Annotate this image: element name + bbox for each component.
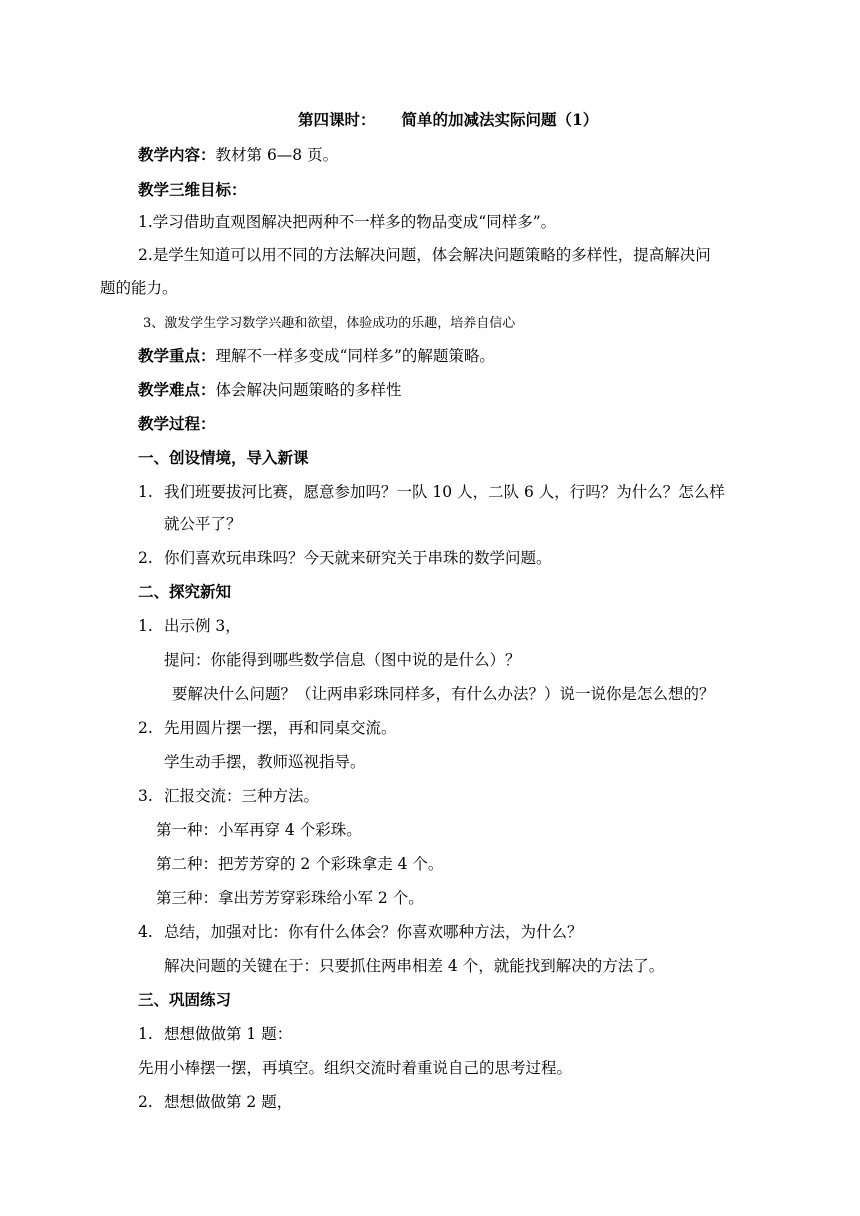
section-3-item-1 (138, 1024, 292, 1044)
item-number: 1. (138, 1025, 153, 1043)
lesson-title (298, 110, 598, 130)
key-point-label: 教学重点： (138, 346, 216, 365)
goal-2-line-1: 2.是学生知道可以用不同的方法解决问题，体会解决问题策略的多样性，提高解决问 (138, 246, 711, 264)
teaching-content-text: 教材第 6—8 页。 (215, 146, 339, 164)
section-2-question-2: 要解决什么问题？（让两串彩珠同样多，有什么办法？）说一说你是怎么想的？ (172, 685, 715, 703)
section-2-item-2-sub: 学生动手摆，教师巡视指导。 (164, 753, 366, 771)
item-number: 2. (138, 549, 153, 567)
goals-heading: 教学三维目标： (138, 180, 247, 199)
section-3-heading: 三、巩固练习 (138, 990, 232, 1009)
section-1-heading: 一、创设情境，导入新课 (138, 448, 309, 467)
section-2-question-1: 提问：你能得到哪些数学信息（图中说的是什么）？ (164, 651, 521, 669)
section-2-item-1 (138, 616, 241, 636)
difficulty-text: 体会解决问题策略的多样性 (215, 381, 402, 399)
section-2-item-2 (138, 718, 397, 738)
item-text: 先用圆片摆一摆，再和同桌交流。 (164, 719, 397, 737)
item-text: 你们喜欢玩串珠吗？今天就来研究关于串珠的数学问题。 (164, 549, 552, 567)
item-text: 我们班要拔河比赛，愿意参加吗？一队 10 人，二队 6 人，行吗？为什么？怎么样 (164, 483, 725, 501)
teaching-content (138, 145, 338, 165)
key-point (138, 346, 495, 366)
lesson-title-label: 第四课时： (298, 110, 376, 129)
item-text: 出示例 3， (164, 617, 241, 635)
section-2-item-4 (138, 922, 583, 942)
key-point-text: 理解不一样多变成“同样多”的解题策略。 (215, 347, 495, 365)
section-1-item-2 (138, 548, 552, 568)
section-3-item-2 (138, 1092, 292, 1112)
item-number: 4. (138, 923, 153, 941)
item-number: 3. (138, 787, 153, 805)
section-1-item-1-line-2: 就公平了？ (164, 515, 242, 533)
item-text: 想想做做第 1 题： (164, 1025, 293, 1043)
method-3: 第三种：拿出芳芳穿彩珠给小军 2 个。 (156, 889, 424, 907)
section-3-item-1-sub: 先用小棒摆一摆，再填空。组织交流时着重说自己的思考过程。 (138, 1059, 573, 1077)
item-number: 2. (138, 1093, 153, 1111)
difficulty-label: 教学难点： (138, 380, 216, 399)
teaching-content-label: 教学内容： (138, 145, 216, 164)
item-number: 2. (138, 719, 153, 737)
item-text: 总结，加强对比：你有什么体会？你喜欢哪种方法，为什么？ (164, 923, 583, 941)
difficulty (138, 380, 402, 400)
item-number: 1. (138, 617, 153, 635)
goal-2-line-2: 题的能力。 (100, 279, 178, 297)
section-2-item-4-sub: 解决问题的关键在于：只要抓住两串相差 4 个，就能找到解决的方法了。 (164, 957, 665, 975)
method-2: 第二种：把芳芳穿的 2 个彩珠拿走 4 个。 (156, 855, 444, 873)
item-number: 1. (138, 483, 153, 501)
method-1: 第一种：小军再穿 4 个彩珠。 (156, 821, 362, 839)
process-heading: 教学过程： (138, 414, 216, 433)
section-2-item-3 (138, 786, 319, 806)
item-text: 想想做做第 2 题， (164, 1093, 293, 1111)
goal-1: 1.学习借助直观图解决把两种不一样多的物品变成“同样多”。 (138, 213, 557, 231)
section-2-heading: 二、探究新知 (138, 582, 232, 601)
section-1-item-1 (138, 482, 725, 502)
lesson-title-text: 简单的加减法实际问题（1） (401, 110, 599, 129)
goal-3: 3、激发学生学习数学兴趣和欲望，体验成功的乐趣，培养自信心 (143, 316, 516, 331)
item-text: 汇报交流：三种方法。 (164, 787, 320, 805)
